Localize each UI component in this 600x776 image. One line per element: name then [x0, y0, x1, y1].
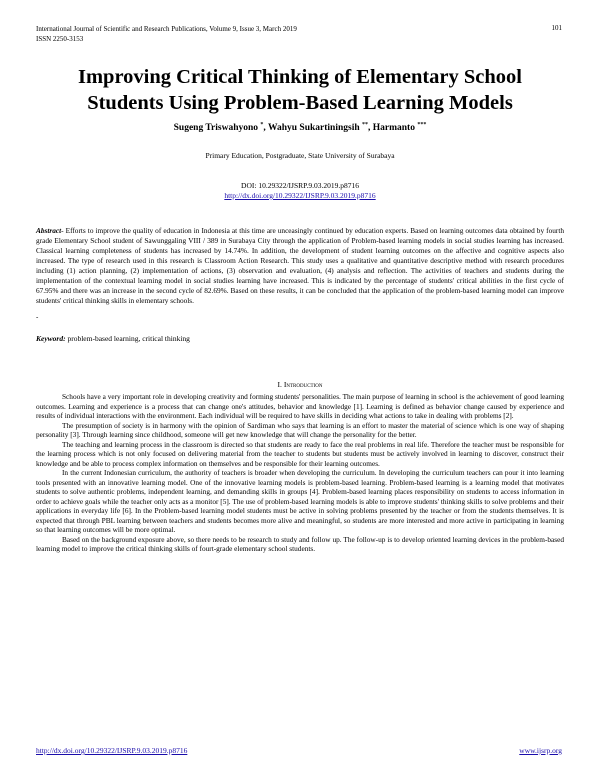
- affiliation: Primary Education, Postgraduate, State University of Surabaya: [205, 151, 395, 160]
- doi-text: DOI: 10.29322/IJSRP.9.03.2019.p8716: [241, 181, 359, 190]
- keyword-label: Keyword:: [36, 334, 66, 343]
- page-number: 101: [551, 24, 562, 32]
- section-heading: [40, 380, 560, 389]
- body-text: [36, 392, 564, 554]
- abstract-label: Abstract: [36, 226, 62, 235]
- abstract: [36, 226, 564, 306]
- doi-block: [40, 181, 560, 201]
- paragraph: Schools have a very important role in developing creativity and forming students' personalities. The main purpose of learning in school is the achievement of good learning outcomes. Learning and experience is a process that can change one's attitudes, behavior and knowledge [1]. Learning is defined as behavior change caused by experience and results of individual interactions with the environment. Each individual will be required to have skills in deciding what actions to take in dealing with problems [2].: [36, 392, 564, 420]
- author-list: Sugeng Triswahyono *, Wahyu Sukartiningsih **, Harmanto ***: [173, 122, 427, 134]
- paragraph: In the current Indonesian curriculum, the authority of teachers is broader when developing the curriculum. In developing the curriculum teachers can pour it into learning tools presented with an innovative learning model. One of the innovative learning models is problem-based learning. Problem-based learning is a learning model that motivates students to solve authentic problems, independent learning, and demanding skills in groups [4]. Problem-based learning places responsibility on students to access information in order to achieve goals while the teacher only acts as a monitor [5]. The use of problem-based learning models is able to improve students' thinking skills to solve problems and their applications in everyday life [6]. In the Problem-based learning model students must be active in solving problems presented by the teacher or from the students themselves. It is expected that through PBL learning between teachers and students becomes more alive and meaningful, so students are more interested and more active in participating in learning so that learning outcomes will be more optimal.: [36, 468, 564, 534]
- paper-title: [40, 64, 560, 116]
- separator-dash: -: [36, 313, 39, 321]
- journal-line: International Journal of Scientific and Research Publications, Volume 9, Issue 3, March 2019: [36, 25, 297, 33]
- abstract-text: - Efforts to improve the quality of education in Indonesia at this time are unceasingly continued by education experts. Based on learning outcomes data obtained by fourth grade Elementary School student of Sawunggaling VIII / 389 in Surabaya City through the application of Problem-based learning models in social studies learning has increased. Classical learning completeness of students has increased by 14.74%. In addition, the development of student learning outcomes on the affective and cognitive aspects also increased. The type of research used in this research is Classroom Action Research. This study uses a qualitative and quantitative descriptive method with research procedures including (1) action planning, (2) implementation of actions, (3) observation and evaluation, (4) analysis and reflection. The activities of teachers and students during the implementation of the contextual learning model in social studies learning have increased. This is indicated by the percentage of students' critical abilities in the first cycle of 67.95% and there was an increase in the second cycle of 82.69%. Based on these results, it can be concluded that the application of the problem-based learning model can improve students' critical thinking skills in elementary schools.: [36, 226, 564, 305]
- paragraph: The teaching and learning process in the classroom is directed so that students are ready to face the real problems in real life. Therefore the teacher must be responsible for the learning process which is not only focused on delivering material from the teacher to students but students must be actively involved in learning to discover, construct their knowledge and be able to process complex information on themselves and be responsible for their learning outcomes.: [36, 439, 564, 468]
- footer-site: [519, 746, 562, 755]
- paragraph: Based on the background exposure above, so there needs to be research to study and follow up. The follow-up is to develop oriented learning devices in the problem-based learning model to improve the critical thinking skills of fourt-grade elementary school students.: [36, 534, 564, 553]
- footer-doi-link[interactable]: http://dx.doi.org/10.29322/IJSRP.9.03.2019.p8716: [36, 746, 188, 755]
- author-2: Wahyu Sukartiningsih: [268, 123, 360, 134]
- title-line-2: Students Using Problem-Based Learning Models: [87, 92, 513, 114]
- footer-site-link[interactable]: www.ijsrp.org: [519, 746, 562, 755]
- author-1: Sugeng Triswahyono: [173, 123, 259, 134]
- title-line-1: Improving Critical Thinking of Elementary School: [77, 66, 522, 88]
- author-3-mark: ***: [417, 122, 427, 128]
- author-3: Harmanto: [372, 123, 415, 134]
- section-title: Introduction: [283, 380, 323, 389]
- section-numeral: I.: [277, 380, 282, 389]
- keyword-text: problem-based learning, critical thinking: [65, 334, 190, 343]
- keywords: [36, 334, 190, 343]
- running-header: [36, 24, 297, 44]
- paragraph: The presumption of society is in harmony with the opinion of Sardiman who says that learning is an effort to master the material of science which is one way of shaping personality [3]. Through learning since childhood, someone will get new knowledge that will change the personality for the better.: [36, 420, 564, 439]
- doi-link[interactable]: http://dx.doi.org/10.29322/IJSRP.9.03.2019.p8716: [224, 191, 376, 200]
- author-2-mark: **: [362, 122, 368, 128]
- author-1-mark: *: [260, 122, 264, 128]
- footer-doi: [36, 746, 187, 755]
- issn: ISSN 2250-3153: [36, 35, 84, 43]
